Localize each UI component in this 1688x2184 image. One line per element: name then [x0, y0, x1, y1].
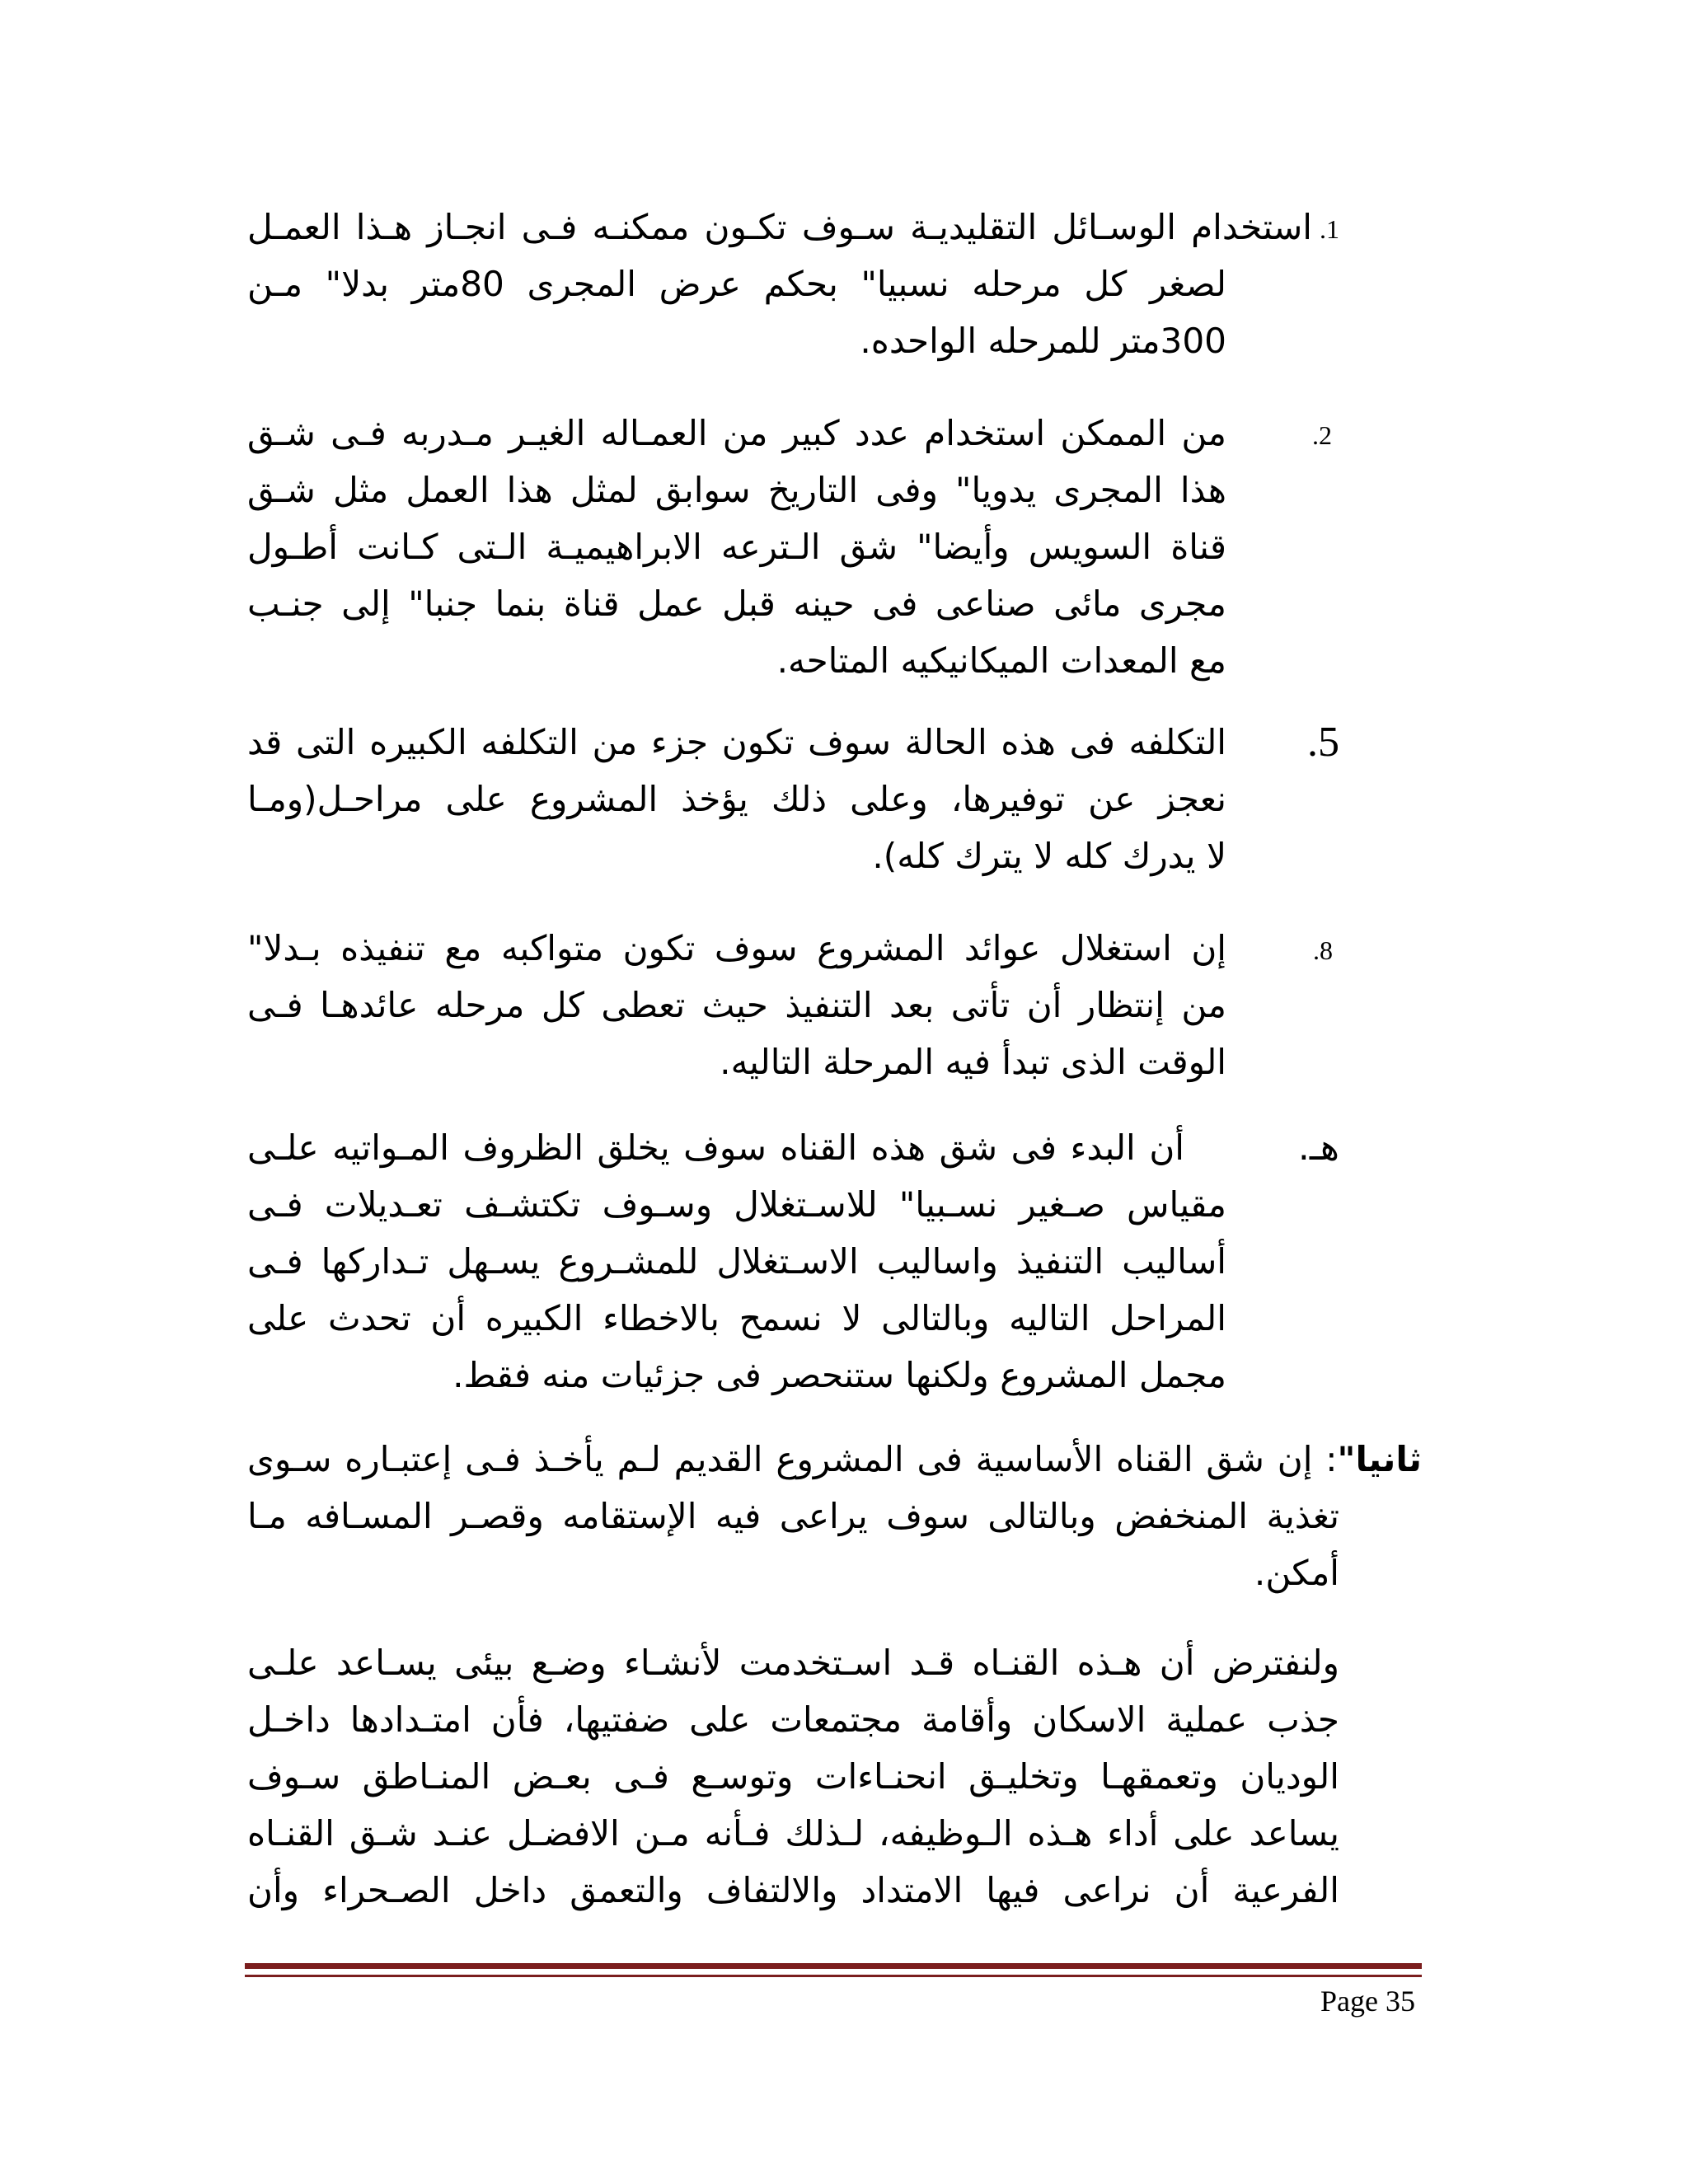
list-item	[247, 1119, 1226, 1404]
item-line: أساليب التنفيذ واساليب الاسـتغلال للمشـروع يسـهل تـداركها فـى	[247, 1241, 1226, 1282]
item-line: لصغر كل مرحله نسبيا" بحكم عرض المجرى 80متر بدلا" مـن	[247, 264, 1226, 304]
item-line: من الممكن استخدام عدد كبير من العمـاله الغيـر مـدربه فـى شـق	[247, 413, 1226, 453]
item-line: مقياس صـغير نسـبيا" للاسـتغلال وسـوف تكتشـف تعـديلات فـى	[247, 1184, 1226, 1225]
paragraph-line: جذب عملية الاسكان وأقامة مجتمعات على ضفتيها، فأن امتـدادها داخـل	[247, 1699, 1339, 1740]
item-line: أن البدء فى شق هذه القناه سوف يخلق الظروف المـواتيه علـى	[247, 1127, 1184, 1168]
section-label: ثانيا"	[1337, 1439, 1422, 1479]
item-line: إن استغلال عوائد المشروع سوف تكون متواكبه مع تنفيذه بـدلا"	[247, 928, 1226, 968]
footer-rule-thin	[245, 1975, 1422, 1977]
item-line: مجرى مائى صناعى فى حينه قبل عمل قناة بنما جنبا" إلى جنـب	[247, 583, 1226, 624]
item-line: نعجز عن توفيرها، وعلى ذلك يؤخذ المشروع على مراحـل(ومـا	[247, 779, 1226, 819]
item-line: مع المعدات الميكانيكيه المتاحه.	[776, 640, 1226, 681]
item-line: التكلفه فى هذه الحالة سوف تكون جزء من التكلفه الكبيره التى قد	[247, 722, 1226, 762]
item-marker: هـ.	[1297, 1127, 1339, 1169]
section-line	[247, 1431, 1422, 1488]
list-item	[247, 405, 1226, 689]
paragraph-line: يساعد على أداء هـذه الـوظيفه، لـذلك فـأنه مـن الافضـل عنـد شـق القنـاه	[247, 1813, 1339, 1854]
section-line: أمكن.	[1254, 1553, 1339, 1593]
item-line: المراحل التاليه وبالتالى لا نسمح بالاخطاء الكبيره أن تحدث على	[247, 1298, 1226, 1338]
item-line: هذا المجرى يدويا" وفى التاريخ سوابق لمثل هذا العمل مثل شـق	[247, 470, 1226, 510]
page-number: Page 35	[1320, 1985, 1415, 2018]
item-line: 300متر للمرحله الواحده.	[860, 321, 1226, 361]
item-line: لا يدرك كله لا يترك كله).	[872, 836, 1226, 876]
item-line: مجمل المشروع ولكنها ستنحصر فى جزئيات منه فقط.	[452, 1355, 1226, 1395]
item-marker: 8.	[1313, 935, 1333, 965]
section-two	[247, 1431, 1422, 1601]
footer-rule-thick	[245, 1963, 1422, 1969]
body-paragraph	[247, 1634, 1339, 1919]
item-marker: 2.	[1312, 420, 1332, 450]
item-marker: 5.	[1307, 719, 1339, 766]
list-item	[247, 714, 1226, 884]
paragraph-line: ولنفترض أن هـذه القنـاه قـد اسـتخدمت لأنشـاء وضـع بيئى يسـاعد علـى	[247, 1643, 1339, 1683]
item-line: الوقت الذى تبدأ فيه المرحلة التاليه.	[720, 1042, 1226, 1082]
item-line: قناة السويس وأيضا" شق الـترعه الابراهيميـة الـتى كـانت أطـول	[247, 527, 1226, 567]
list-item	[247, 920, 1226, 1090]
list-item	[247, 199, 1312, 369]
item-line: استخدام الوسـائل التقليديـة سـوف تكـون ممكنـه فـى انجـاز هـذا العمـل	[247, 207, 1312, 247]
item-line: من إنتظار أن تأتى بعد التنفيذ حيث تعطى كل مرحله عائدهـا فـى	[247, 985, 1226, 1025]
item-marker: 1.	[1320, 214, 1339, 244]
section-line: تغذية المنخفض وبالتالى سوف يراعى فيه الإستقامه وقصـر المسـافه مـا	[247, 1496, 1339, 1536]
paragraph-line: الفرعية أن نراعى فيها الامتداد والالتفاف والتعمق داخل الصـحراء وأن	[247, 1870, 1339, 1910]
section-line-text: : إن شق القناه الأساسية فى المشروع القديم لـم يأخـذ فـى إعتبـاره سـوى	[247, 1439, 1338, 1479]
paragraph-line: الوديان وتعمقهـا وتخليـق انحنـاءات وتوسـع فـى بعـض المنـاطق سـوف	[247, 1756, 1339, 1797]
